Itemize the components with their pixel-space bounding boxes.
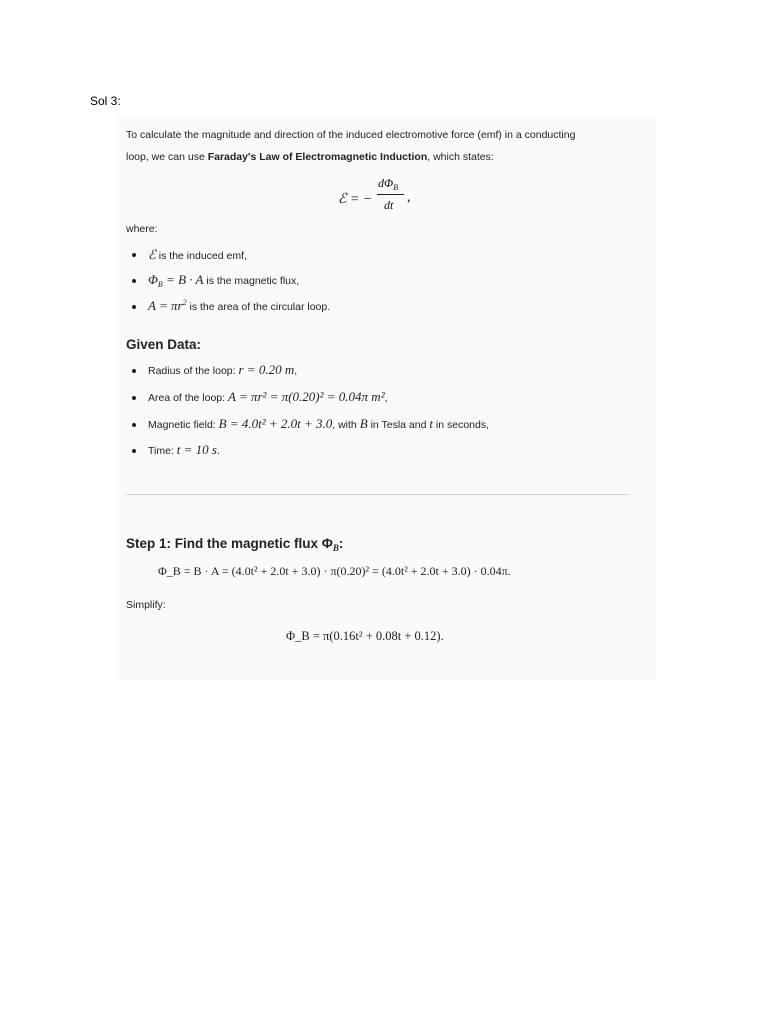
solution-heading: Sol 3: bbox=[90, 94, 121, 108]
list-item: Magnetic field: B = 4.0t² + 2.0t + 3.0, with B in Tesla and t in seconds, bbox=[148, 416, 490, 431]
list-item: ℰ is the induced emf, bbox=[148, 247, 247, 262]
given-data-title: Given Data: bbox=[126, 337, 202, 352]
list-item: $\Phi_B = B \cdot A$ is the magnetic flux, bbox=[148, 272, 300, 289]
flux-equation: Φ_B = B · A = (4.0t² + 2.0t + 3.0) · π(0.20)² = (4.0t² + 2.0t + 3.0) · 0.04π. bbox=[158, 564, 511, 578]
list-item: Area of the loop: A = πr² = π(0.20)² = 0.04π m², bbox=[148, 389, 388, 404]
flux-simplified-equation: Φ_B = π(0.16t² + 0.08t + 0.12). bbox=[286, 629, 444, 643]
solution-panel: To calculate the magnitude and direction of the induced electromotive force (emf) in a conducting loop, we can use Faraday's Law of Electromagnetic Induction, which states: ℰ = − $d\Phi_B$ dt , where: ℰ is the induced emf, $\Phi_B = B \cdot A$ is the magnetic flux, $A = \pi r^2$ is the area of the circular loop. Given Data: Radius of the loop: r = 0.20 m, Area of the loop: A = πr² = π(0.20)² = 0.04π m², Magnetic field: B = 4.0t² + 2.0t + 3.0, with B in Tesla and t in seconds, Time: t = 10 s. Step 1: Find the magnetic flux $\Phi_B$: Φ_B = B · A = (4.0t² + 2.0t + 3.0) · π(0.20)² = (4.0t² + 2.0t + 3.0) · 0.04π. Simplify: Φ_B = π(0.16t² + 0.08t + 0.12). bbox=[116, 118, 656, 680]
simplify-label: Simplify: bbox=[126, 599, 166, 611]
where-label: where: bbox=[126, 223, 158, 235]
intro-line-1: To calculate the magnitude and direction of the induced electromotive force (emf) in a conducting bbox=[126, 129, 576, 141]
list-item: $A = \pi r^2$ is the area of the circular loop. bbox=[148, 298, 331, 313]
faraday-law-name: Faraday's Law of Electromagnetic Induction bbox=[207, 151, 428, 163]
intro-line-2: loop, we can use Faraday's Law of Electromagnetic Induction, which states: bbox=[126, 151, 494, 163]
list-item: Time: t = 10 s. bbox=[148, 442, 220, 457]
divider bbox=[126, 494, 630, 495]
step1-title: Step 1: Find the magnetic flux $\Phi_B$: bbox=[126, 536, 344, 553]
list-item: Radius of the loop: r = 0.20 m, bbox=[148, 362, 298, 377]
